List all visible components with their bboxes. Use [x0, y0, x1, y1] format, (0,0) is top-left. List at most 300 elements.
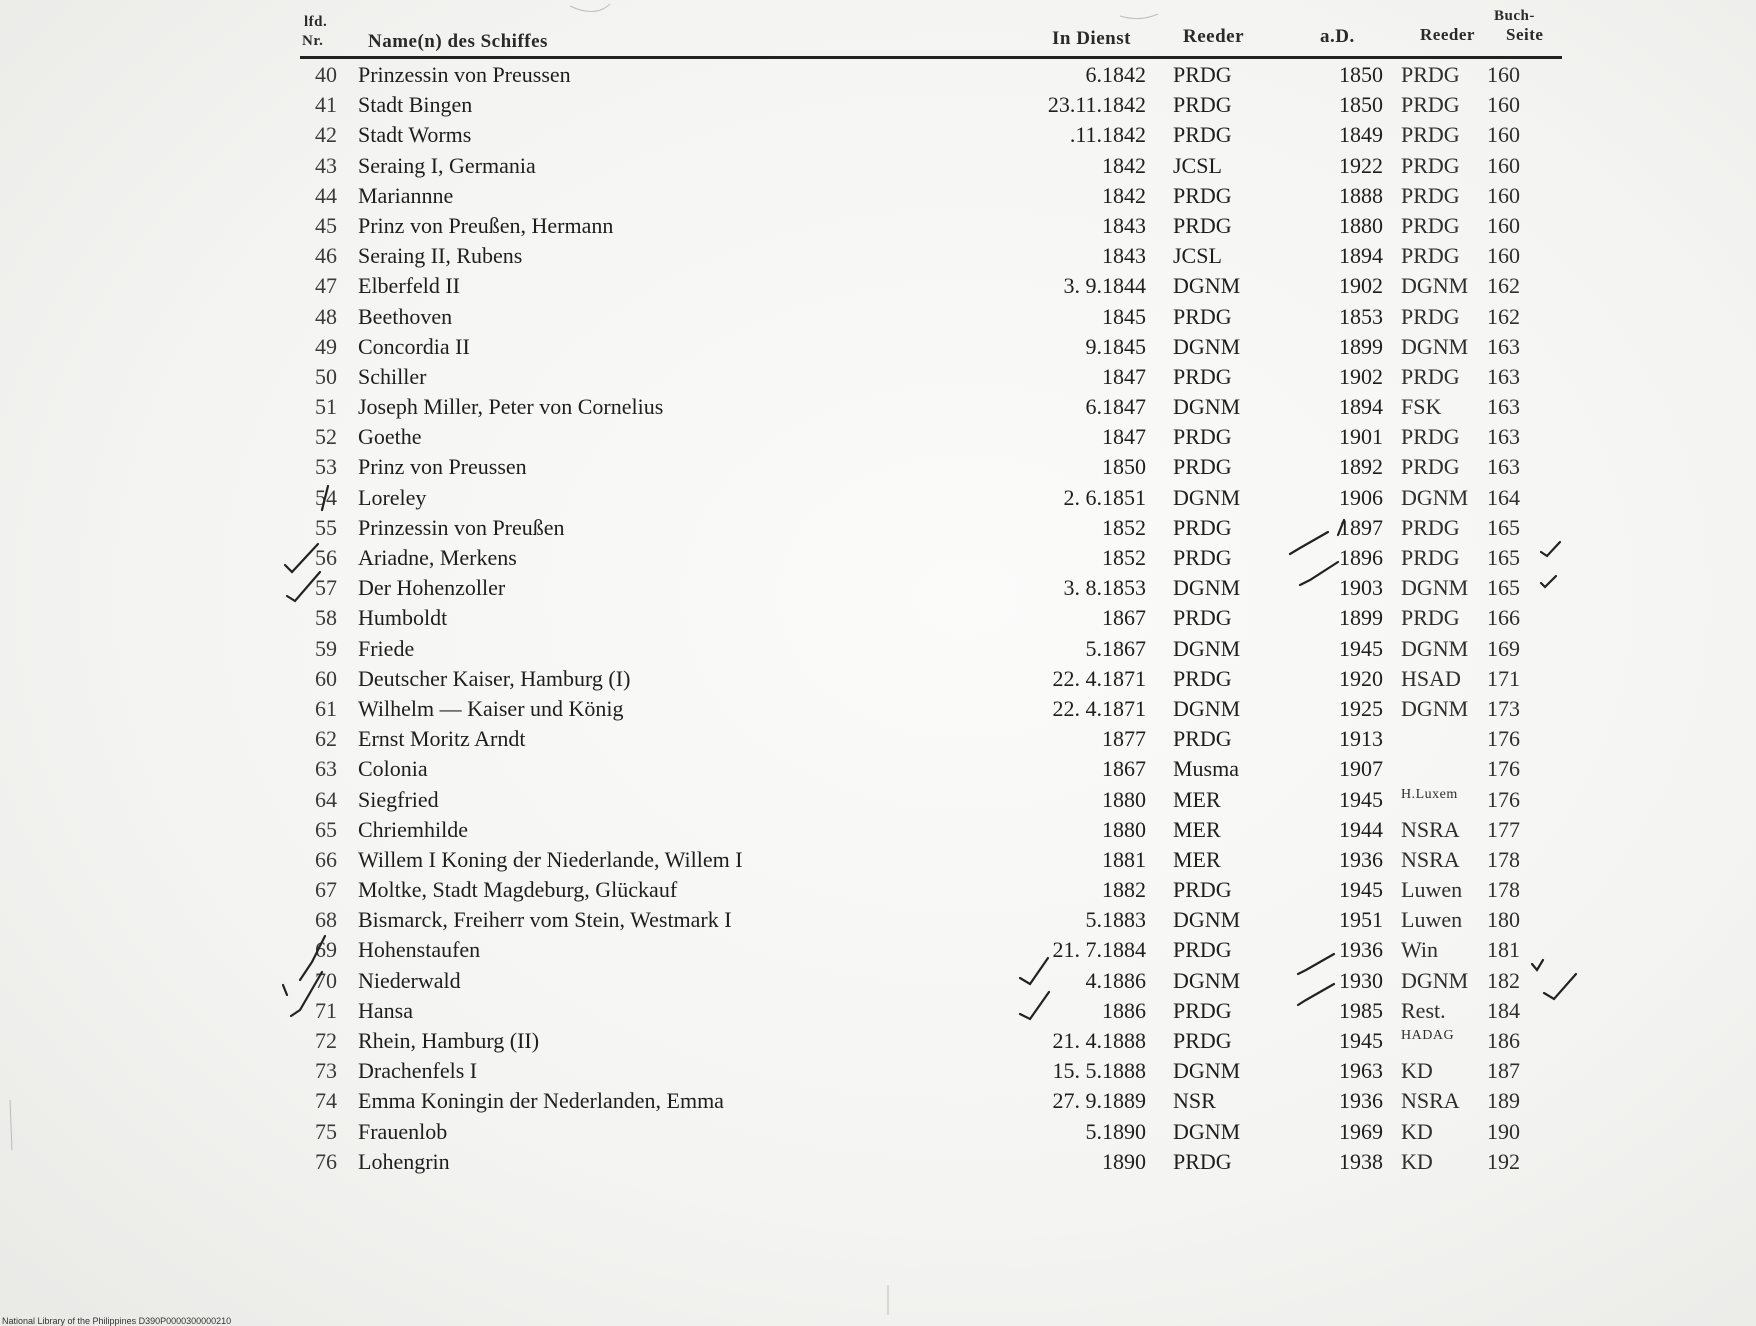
- table-row: [0, 302, 1756, 332]
- reeder-code: PRDG: [1173, 726, 1232, 752]
- ship-name: Rhein, Hamburg (II): [358, 1028, 540, 1053]
- reeder-code: MER: [1173, 786, 1221, 812]
- reeder-after-code: DGNM: [1401, 575, 1469, 601]
- book-page: 163: [1487, 454, 1520, 480]
- table-row: [0, 875, 1756, 905]
- table-row: [0, 120, 1756, 150]
- reeder-after-code: HSAD: [1401, 665, 1461, 691]
- ship-name: Der Hohenzoller: [358, 575, 506, 601]
- in-dienst-date: 1842: [1102, 152, 1146, 178]
- reeder-after-code: PRDG: [1401, 62, 1460, 87]
- row-number: 57: [315, 575, 337, 601]
- reeder-code: PRDG: [1173, 122, 1232, 148]
- ad-year: 1945: [1339, 635, 1383, 661]
- book-page: 165: [1487, 545, 1520, 570]
- reeder-after-code: PRDG: [1401, 424, 1460, 450]
- book-page: 184: [1487, 997, 1520, 1023]
- in-dienst-date: 22. 4.1871: [1052, 665, 1146, 691]
- ship-name: Beethoven: [358, 303, 453, 329]
- book-page: 163: [1487, 424, 1520, 450]
- row-number: 54: [315, 484, 337, 510]
- ship-name: Humboldt: [358, 605, 448, 631]
- ship-name: Ariadne, Merkens: [358, 545, 517, 570]
- reeder-after-code: PRDG: [1401, 303, 1460, 329]
- reeder-after-code: KD: [1401, 1148, 1433, 1174]
- book-page: 166: [1487, 605, 1520, 631]
- reeder-code: DGNM: [1173, 1118, 1241, 1144]
- in-dienst-date: 15. 5.1888: [1052, 1058, 1146, 1084]
- in-dienst-date: 3. 8.1853: [1063, 575, 1146, 601]
- ad-year: 1930: [1339, 967, 1383, 993]
- row-number: 50: [315, 363, 337, 389]
- book-page: 169: [1487, 635, 1520, 661]
- ad-year: 1897: [1339, 514, 1383, 540]
- in-dienst-date: 1850: [1102, 454, 1146, 480]
- in-dienst-date: 3. 9.1844: [1063, 273, 1146, 299]
- footer-label: National Library of the Philippines D390P0000300000210: [2, 1316, 232, 1326]
- in-dienst-date: 1880: [1102, 786, 1146, 812]
- reeder-after-code: H.Luxem: [1401, 786, 1458, 802]
- ship-name: Seraing I, Germania: [358, 152, 536, 178]
- in-dienst-date: 1881: [1102, 846, 1146, 872]
- table-row: [0, 513, 1756, 543]
- book-page: 162: [1487, 273, 1520, 299]
- ad-year: 1945: [1339, 877, 1383, 903]
- ad-year: 1944: [1339, 816, 1383, 842]
- table-row: [0, 362, 1756, 392]
- reeder-after-code: Rest.: [1401, 997, 1446, 1023]
- reeder-code: DGNM: [1173, 907, 1241, 933]
- book-page: 181: [1487, 937, 1520, 963]
- reeder-code: DGNM: [1173, 394, 1241, 420]
- ship-name: Friede: [358, 635, 415, 661]
- ad-year: 1936: [1339, 937, 1383, 963]
- reeder-code: PRDG: [1173, 665, 1232, 691]
- in-dienst-date: 1845: [1102, 303, 1146, 329]
- row-number: 60: [315, 665, 337, 691]
- table-row: [0, 211, 1756, 241]
- reeder-code: DGNM: [1173, 273, 1241, 299]
- row-number: 49: [315, 333, 337, 359]
- reeder-after-code: PRDG: [1401, 243, 1460, 269]
- table-row: [0, 815, 1756, 845]
- ad-year: 1894: [1339, 243, 1383, 269]
- ad-year: 1853: [1339, 303, 1383, 329]
- book-page: 176: [1487, 726, 1520, 752]
- table-row: [0, 422, 1756, 452]
- ship-name: Bismarck, Freiherr vom Stein, Westmark I: [358, 907, 732, 933]
- reeder-after-code: NSRA: [1401, 846, 1460, 872]
- ship-name: Joseph Miller, Peter von Cornelius: [358, 394, 664, 420]
- book-page: 173: [1487, 695, 1520, 721]
- reeder-code: PRDG: [1173, 605, 1232, 631]
- reeder-code: JCSL: [1173, 152, 1222, 178]
- ad-year: 1902: [1339, 273, 1383, 299]
- reeder-after-code: Win: [1401, 937, 1438, 963]
- row-number: 55: [315, 514, 337, 540]
- table-row: [0, 966, 1756, 996]
- table-row: [0, 151, 1756, 181]
- in-dienst-date: 1843: [1102, 212, 1146, 238]
- reeder-after-code: HADAG: [1401, 1028, 1455, 1043]
- reeder-code: DGNM: [1173, 484, 1241, 510]
- table-row: [0, 754, 1756, 784]
- row-number: 70: [315, 967, 337, 993]
- table-row: [0, 785, 1756, 815]
- reeder-code: PRDG: [1173, 545, 1232, 570]
- in-dienst-date: .11.1842: [1069, 122, 1146, 148]
- in-dienst-date: 5.1883: [1085, 907, 1146, 933]
- ship-name: Prinzessin von Preussen: [358, 62, 571, 87]
- reeder-code: PRDG: [1173, 1148, 1232, 1174]
- ad-year: 1907: [1339, 756, 1383, 782]
- in-dienst-date: 1847: [1102, 424, 1146, 450]
- row-number: 42: [315, 122, 337, 148]
- ship-name: Siegfried: [358, 786, 439, 812]
- book-page: 163: [1487, 363, 1520, 389]
- reeder-code: DGNM: [1173, 695, 1241, 721]
- table-row: [0, 483, 1756, 513]
- ad-year: 1963: [1339, 1058, 1383, 1084]
- book-page: 176: [1487, 756, 1520, 782]
- reeder-after-code: PRDG: [1401, 514, 1460, 540]
- row-number: 53: [315, 454, 337, 480]
- book-page: 160: [1487, 243, 1520, 269]
- ad-year: 1920: [1339, 665, 1383, 691]
- table-row: [0, 1086, 1756, 1116]
- reeder-after-code: PRDG: [1401, 212, 1460, 238]
- ship-name: Moltke, Stadt Magdeburg, Glückauf: [358, 877, 678, 903]
- table-row: [0, 181, 1756, 211]
- header-lfd: lfd.: [304, 14, 328, 30]
- reeder-after-code: PRDG: [1401, 545, 1460, 570]
- ad-year: 1894: [1339, 394, 1383, 420]
- header-reeder: Reeder: [1183, 26, 1245, 47]
- scan-artifact: [1120, 14, 1158, 19]
- book-page: 178: [1487, 877, 1520, 903]
- table-row: [0, 452, 1756, 482]
- table-row: [0, 1056, 1756, 1086]
- table-row: [0, 573, 1756, 603]
- ship-table: [0, 60, 1756, 1177]
- in-dienst-date: 5.1890: [1085, 1118, 1146, 1144]
- ad-year: 1850: [1339, 92, 1383, 118]
- book-page: 186: [1487, 1028, 1520, 1053]
- ship-name: Prinz von Preußen, Hermann: [358, 212, 614, 238]
- header-nr: Nr.: [302, 33, 324, 49]
- book-page: 187: [1487, 1058, 1520, 1084]
- row-number: 71: [315, 997, 337, 1023]
- row-number: 47: [315, 273, 337, 299]
- reeder-code: PRDG: [1173, 454, 1232, 480]
- ad-year: 1913: [1339, 726, 1383, 752]
- ad-year: 1951: [1339, 907, 1383, 933]
- ad-year: 1945: [1339, 786, 1383, 812]
- row-number: 72: [315, 1028, 337, 1053]
- reeder-after-code: DGNM: [1401, 484, 1469, 510]
- reeder-after-code: FSK: [1401, 394, 1442, 420]
- ship-name: Deutscher Kaiser, Hamburg (I): [358, 665, 631, 691]
- table-row: [0, 603, 1756, 633]
- table-row: [0, 694, 1756, 724]
- reeder-code: PRDG: [1173, 92, 1232, 118]
- ad-year: 1899: [1339, 605, 1383, 631]
- reeder-code: JCSL: [1173, 243, 1222, 269]
- table-row: [0, 905, 1756, 935]
- in-dienst-date: 4.1886: [1085, 967, 1146, 993]
- table-row: [0, 1026, 1756, 1056]
- row-number: 56: [315, 545, 337, 570]
- row-number: 41: [315, 92, 337, 118]
- ship-name: Niederwald: [358, 967, 461, 993]
- book-page: 160: [1487, 152, 1520, 178]
- header-ad: a.D.: [1320, 26, 1355, 47]
- table-row: [0, 724, 1756, 754]
- in-dienst-date: 1880: [1102, 816, 1146, 842]
- book-page: 177: [1487, 816, 1520, 842]
- table-row: [0, 543, 1756, 573]
- row-number: 66: [315, 846, 337, 872]
- reeder-after-code: NSRA: [1401, 816, 1460, 842]
- row-number: 59: [315, 635, 337, 661]
- ship-name: Chriemhilde: [358, 816, 468, 842]
- in-dienst-date: 1867: [1102, 605, 1146, 631]
- book-page: 160: [1487, 182, 1520, 208]
- book-page: 160: [1487, 92, 1520, 118]
- ship-name: Elberfeld II: [358, 273, 460, 299]
- table-row: [0, 845, 1756, 875]
- ship-name: Wilhelm — Kaiser und König: [358, 695, 624, 721]
- reeder-code: MER: [1173, 816, 1221, 842]
- reeder-after-code: DGNM: [1401, 333, 1469, 359]
- ad-year: 1902: [1339, 363, 1383, 389]
- reeder-code: DGNM: [1173, 333, 1241, 359]
- reeder-after-code: KD: [1401, 1058, 1433, 1084]
- book-page: 160: [1487, 122, 1520, 148]
- reeder-code: PRDG: [1173, 62, 1232, 87]
- in-dienst-date: 27. 9.1889: [1052, 1088, 1146, 1114]
- row-number: 52: [315, 424, 337, 450]
- scan-artifact: [570, 4, 610, 12]
- reeder-after-code: PRDG: [1401, 605, 1460, 631]
- in-dienst-date: 1843: [1102, 243, 1146, 269]
- ship-name: Prinz von Preussen: [358, 454, 527, 480]
- ad-year: 1888: [1339, 182, 1383, 208]
- row-number: 68: [315, 907, 337, 933]
- book-page: 164: [1487, 484, 1520, 510]
- ship-name: Concordia II: [358, 333, 470, 359]
- book-page: 160: [1487, 212, 1520, 238]
- in-dienst-date: 1882: [1102, 877, 1146, 903]
- reeder-after-code: PRDG: [1401, 122, 1460, 148]
- in-dienst-date: 1847: [1102, 363, 1146, 389]
- ad-year: 1850: [1339, 62, 1383, 87]
- reeder-after-code: PRDG: [1401, 92, 1460, 118]
- table-row: [0, 241, 1756, 271]
- reeder-after-code: DGNM: [1401, 695, 1469, 721]
- table-row: [0, 996, 1756, 1026]
- reeder-code: NSR: [1173, 1088, 1216, 1114]
- reeder-code: PRDG: [1173, 212, 1232, 238]
- ship-name: Stadt Worms: [358, 122, 472, 148]
- row-number: 74: [315, 1088, 337, 1114]
- table-row: [0, 935, 1756, 965]
- reeder-code: MER: [1173, 846, 1221, 872]
- in-dienst-date: 21. 4.1888: [1052, 1028, 1146, 1053]
- ad-year: 1938: [1339, 1148, 1383, 1174]
- book-page: 180: [1487, 907, 1520, 933]
- book-page: 190: [1487, 1118, 1520, 1144]
- header-reeder2: Reeder: [1420, 25, 1475, 44]
- ad-year: 1985: [1339, 997, 1383, 1023]
- row-number: 75: [315, 1118, 337, 1144]
- book-page: 192: [1487, 1148, 1520, 1174]
- ship-name: Loreley: [358, 484, 427, 510]
- ad-year: 1936: [1339, 1088, 1383, 1114]
- in-dienst-date: 23.11.1842: [1047, 92, 1146, 118]
- book-page: 182: [1487, 967, 1520, 993]
- table-row: [0, 90, 1756, 120]
- reeder-after-code: KD: [1401, 1118, 1433, 1144]
- ship-name: Stadt Bingen: [358, 92, 473, 118]
- row-number: 63: [315, 756, 337, 782]
- in-dienst-date: 9.1845: [1085, 333, 1146, 359]
- reeder-after-code: PRDG: [1401, 454, 1460, 480]
- ship-name: Hansa: [358, 997, 413, 1023]
- reeder-code: PRDG: [1173, 997, 1232, 1023]
- row-number: 51: [315, 394, 337, 420]
- row-number: 65: [315, 816, 337, 842]
- table-row: [0, 1117, 1756, 1147]
- ship-name: Mariannne: [358, 182, 454, 208]
- book-page: 162: [1487, 303, 1520, 329]
- ad-year: 1936: [1339, 846, 1383, 872]
- reeder-after-code: Luwen: [1401, 877, 1463, 903]
- in-dienst-date: 22. 4.1871: [1052, 695, 1146, 721]
- ship-name: Willem I Koning der Niederlande, Willem I: [358, 846, 743, 872]
- in-dienst-date: 6.1847: [1085, 394, 1146, 420]
- ad-year: 1849: [1339, 122, 1383, 148]
- row-number: 45: [315, 212, 337, 238]
- row-number: 69: [315, 937, 337, 963]
- ad-year: 1945: [1339, 1028, 1383, 1053]
- in-dienst-date: 1877: [1102, 726, 1146, 752]
- reeder-after-code: PRDG: [1401, 152, 1460, 178]
- row-number: 67: [315, 877, 337, 903]
- book-page: 189: [1487, 1088, 1520, 1114]
- table-row: [0, 332, 1756, 362]
- header-rule: [300, 56, 1562, 59]
- book-page: 163: [1487, 333, 1520, 359]
- ship-name: Schiller: [358, 363, 427, 389]
- in-dienst-date: 1852: [1102, 514, 1146, 540]
- reeder-after-code: PRDG: [1401, 182, 1460, 208]
- reeder-code: PRDG: [1173, 514, 1232, 540]
- reeder-code: PRDG: [1173, 877, 1232, 903]
- ad-year: 1925: [1339, 695, 1383, 721]
- ad-year: 1922: [1339, 152, 1383, 178]
- reeder-code: PRDG: [1173, 424, 1232, 450]
- table-row: [0, 60, 1756, 90]
- ad-year: 1906: [1339, 484, 1383, 510]
- reeder-code: Musma: [1173, 756, 1239, 782]
- ad-year: 1892: [1339, 454, 1383, 480]
- reeder-after-code: PRDG: [1401, 363, 1460, 389]
- reeder-code: DGNM: [1173, 967, 1241, 993]
- reeder-code: DGNM: [1173, 575, 1241, 601]
- in-dienst-date: 2. 6.1851: [1063, 484, 1146, 510]
- book-page: 178: [1487, 846, 1520, 872]
- ship-name: Frauenlob: [358, 1118, 448, 1144]
- row-number: 58: [315, 605, 337, 631]
- reeder-code: PRDG: [1173, 303, 1232, 329]
- reeder-code: DGNM: [1173, 1058, 1241, 1084]
- in-dienst-date: 21. 7.1884: [1052, 937, 1146, 963]
- header-name: Name(n) des Schiffes: [368, 31, 548, 52]
- ship-name: Drachenfels I: [358, 1058, 478, 1084]
- table-row: [0, 271, 1756, 301]
- ship-name: Colonia: [358, 756, 428, 782]
- in-dienst-date: 6.1842: [1085, 62, 1146, 87]
- book-page: 165: [1487, 514, 1520, 540]
- book-page: 165: [1487, 575, 1520, 601]
- row-number: 44: [315, 182, 337, 208]
- table-row: [0, 664, 1756, 694]
- reeder-after-code: DGNM: [1401, 967, 1469, 993]
- row-number: 46: [315, 243, 337, 269]
- ad-year: 1899: [1339, 333, 1383, 359]
- reeder-after-code: NSRA: [1401, 1088, 1460, 1114]
- ship-name: Prinzessin von Preußen: [358, 514, 565, 540]
- book-page: 160: [1487, 62, 1520, 87]
- ad-year: 1896: [1339, 545, 1383, 570]
- table-row: [0, 634, 1756, 664]
- ship-name: Seraing II, Rubens: [358, 243, 523, 269]
- header-in-dienst: In Dienst: [1052, 28, 1131, 49]
- in-dienst-date: 1890: [1102, 1148, 1146, 1174]
- ship-name: Goethe: [358, 424, 422, 450]
- reeder-code: PRDG: [1173, 182, 1232, 208]
- reeder-code: PRDG: [1173, 1028, 1232, 1053]
- ad-year: 1903: [1339, 575, 1383, 601]
- book-page: 176: [1487, 786, 1520, 812]
- row-number: 61: [315, 695, 337, 721]
- reeder-code: PRDG: [1173, 363, 1232, 389]
- book-page: 163: [1487, 394, 1520, 420]
- reeder-after-code: DGNM: [1401, 273, 1469, 299]
- table-row: [0, 392, 1756, 422]
- ship-name: Ernst Moritz Arndt: [358, 726, 526, 752]
- row-number: 43: [315, 152, 337, 178]
- reeder-code: PRDG: [1173, 937, 1232, 963]
- in-dienst-date: 1867: [1102, 756, 1146, 782]
- ship-name: Lohengrin: [358, 1148, 450, 1174]
- book-page: 171: [1487, 665, 1520, 691]
- row-number: 48: [315, 303, 337, 329]
- ad-year: 1969: [1339, 1118, 1383, 1144]
- header-seite: Seite: [1506, 25, 1544, 44]
- ad-year: 1880: [1339, 212, 1383, 238]
- reeder-after-code: Luwen: [1401, 907, 1463, 933]
- header-buch: Buch-: [1494, 8, 1535, 24]
- in-dienst-date: 1886: [1102, 997, 1146, 1023]
- ad-year: 1901: [1339, 424, 1383, 450]
- row-number: 64: [315, 786, 337, 812]
- row-number: 73: [315, 1058, 337, 1084]
- ship-name: Hohenstaufen: [358, 937, 481, 963]
- reeder-code: DGNM: [1173, 635, 1241, 661]
- row-number: 40: [315, 62, 337, 87]
